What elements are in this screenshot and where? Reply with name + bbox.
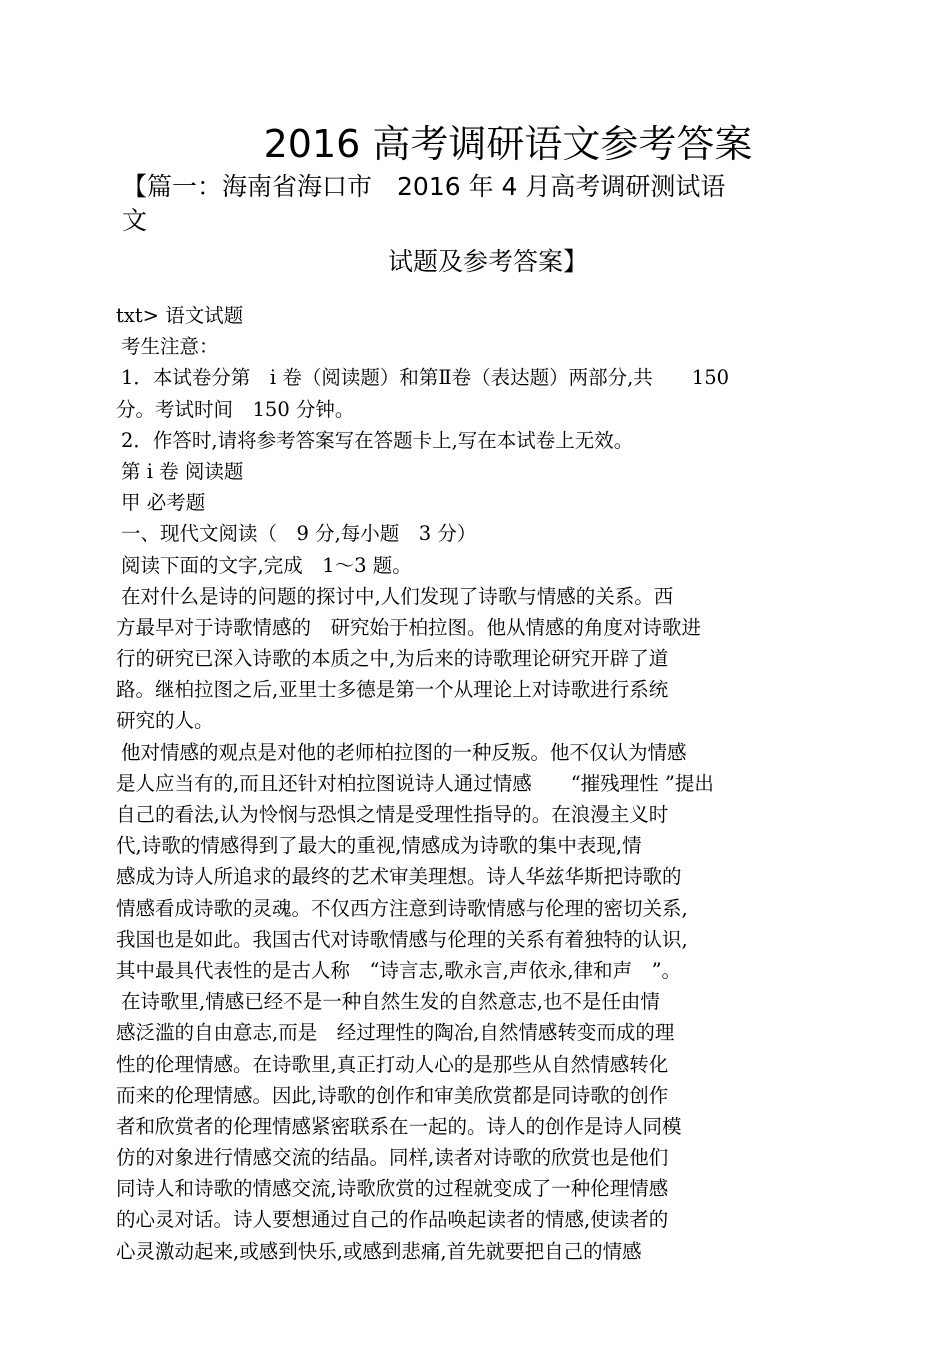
document-subtitle <box>122 170 802 238</box>
body-line: txt> 语文试题 <box>116 304 244 327</box>
body-line: 一、现代文阅读（ 9 分,每小题 3 分） <box>121 522 477 546</box>
document-title: 2016 高考调研语文参考答案 <box>263 122 753 166</box>
body-line: 情感看成诗歌的灵魂。不仅西方注意到诗歌情感与伦理的密切关系, <box>116 896 688 920</box>
subtitle-line-1: 【篇一：海南省海口市 2016 年 4 月高考调研测试语 <box>122 172 726 201</box>
body-line: 感成为诗人所追求的最终的艺术审美理想。诗人华兹华斯把诗歌的 <box>116 865 682 889</box>
body-line: 自己的看法,认为怜悯与恐惧之情是受理性指导的。在浪漫主义时 <box>116 803 669 826</box>
body-line: 行的研究已深入诗歌的本质之中,为后来的诗歌理论研究开辟了道 <box>116 647 669 671</box>
body-line: 第 i 卷 阅读题 <box>121 459 244 483</box>
body-line: 甲 必考题 <box>121 491 206 515</box>
body-line: 我国也是如此。我国古代对诗歌情感与伦理的关系有着独特的认识, <box>116 927 688 951</box>
body-line: 性的伦理情感。在诗歌里,真正打动人心的是那些从自然情感转化 <box>116 1052 669 1076</box>
body-line: 在诗歌里,情感已经不是一种自然生发的自然意志,也不是任由情 <box>121 990 660 1014</box>
body-line: 的心灵对话。诗人要想通过自己的作品唤起读者的情感,使读者的 <box>116 1208 669 1232</box>
body-line: 是人应当有的,而且还针对柏拉图说诗人通过情感 “摧残理性 ”提出 <box>116 771 714 795</box>
body-line: 仿的对象进行情感交流的结晶。同样,读者对诗歌的欣赏也是他们 <box>116 1146 669 1170</box>
body-line: 方最早对于诗歌情感的 研究始于柏拉图。他从情感的角度对诗歌进 <box>116 615 702 639</box>
body-line: 同诗人和诗歌的情感交流,诗歌欣赏的过程就变成了一种伦理情感 <box>116 1177 669 1201</box>
body-line: 他对情感的观点是对他的老师柏拉图的一种反叛。他不仅认为情感 <box>121 740 687 764</box>
subtitle-line-2: 文 <box>122 206 148 235</box>
body-line: 其中最具代表性的是古人称 “诗言志,歌永言,声依永,律和声 ”。 <box>116 958 682 982</box>
body-line: 阅读下面的文字,完成 1～3 题。 <box>121 553 412 577</box>
body-line: 分。考试时间 150 分钟。 <box>116 397 355 421</box>
document-body <box>116 300 816 1267</box>
body-line: 考生注意： <box>121 335 219 359</box>
body-line: 者和欣赏者的伦理情感紧密联系在一起的。诗人的创作是诗人同模 <box>116 1114 682 1138</box>
body-line: 而来的伦理情感。因此,诗歌的创作和审美欣赏都是同诗歌的创作 <box>116 1083 669 1107</box>
body-line: 在对什么是诗的问题的探讨中,人们发现了诗歌与情感的关系。西 <box>121 584 674 608</box>
body-line: 心灵激动起来,或感到快乐,或感到悲痛,首先就要把自己的情感 <box>116 1239 642 1263</box>
body-line: 1．本试卷分第 i 卷（阅读题）和第Ⅱ卷（表达题）两部分,共 150 <box>121 366 730 390</box>
body-line: 代,诗歌的情感得到了最大的重视,情感成为诗歌的集中表现,情 <box>116 834 642 858</box>
body-line: 2．作答时,请将参考答案写在答题卡上,写在本试卷上无效。 <box>121 428 634 452</box>
subtitle-line-3: 试题及参考答案】 <box>387 247 588 276</box>
body-line: 研究的人。 <box>116 709 214 733</box>
body-line: 感泛滥的自由意志,而是 经过理性的陶冶,自然情感转变而成的理 <box>116 1021 675 1045</box>
body-line: 路。继柏拉图之后,亚里士多德是第一个从理论上对诗歌进行系统 <box>116 678 669 702</box>
